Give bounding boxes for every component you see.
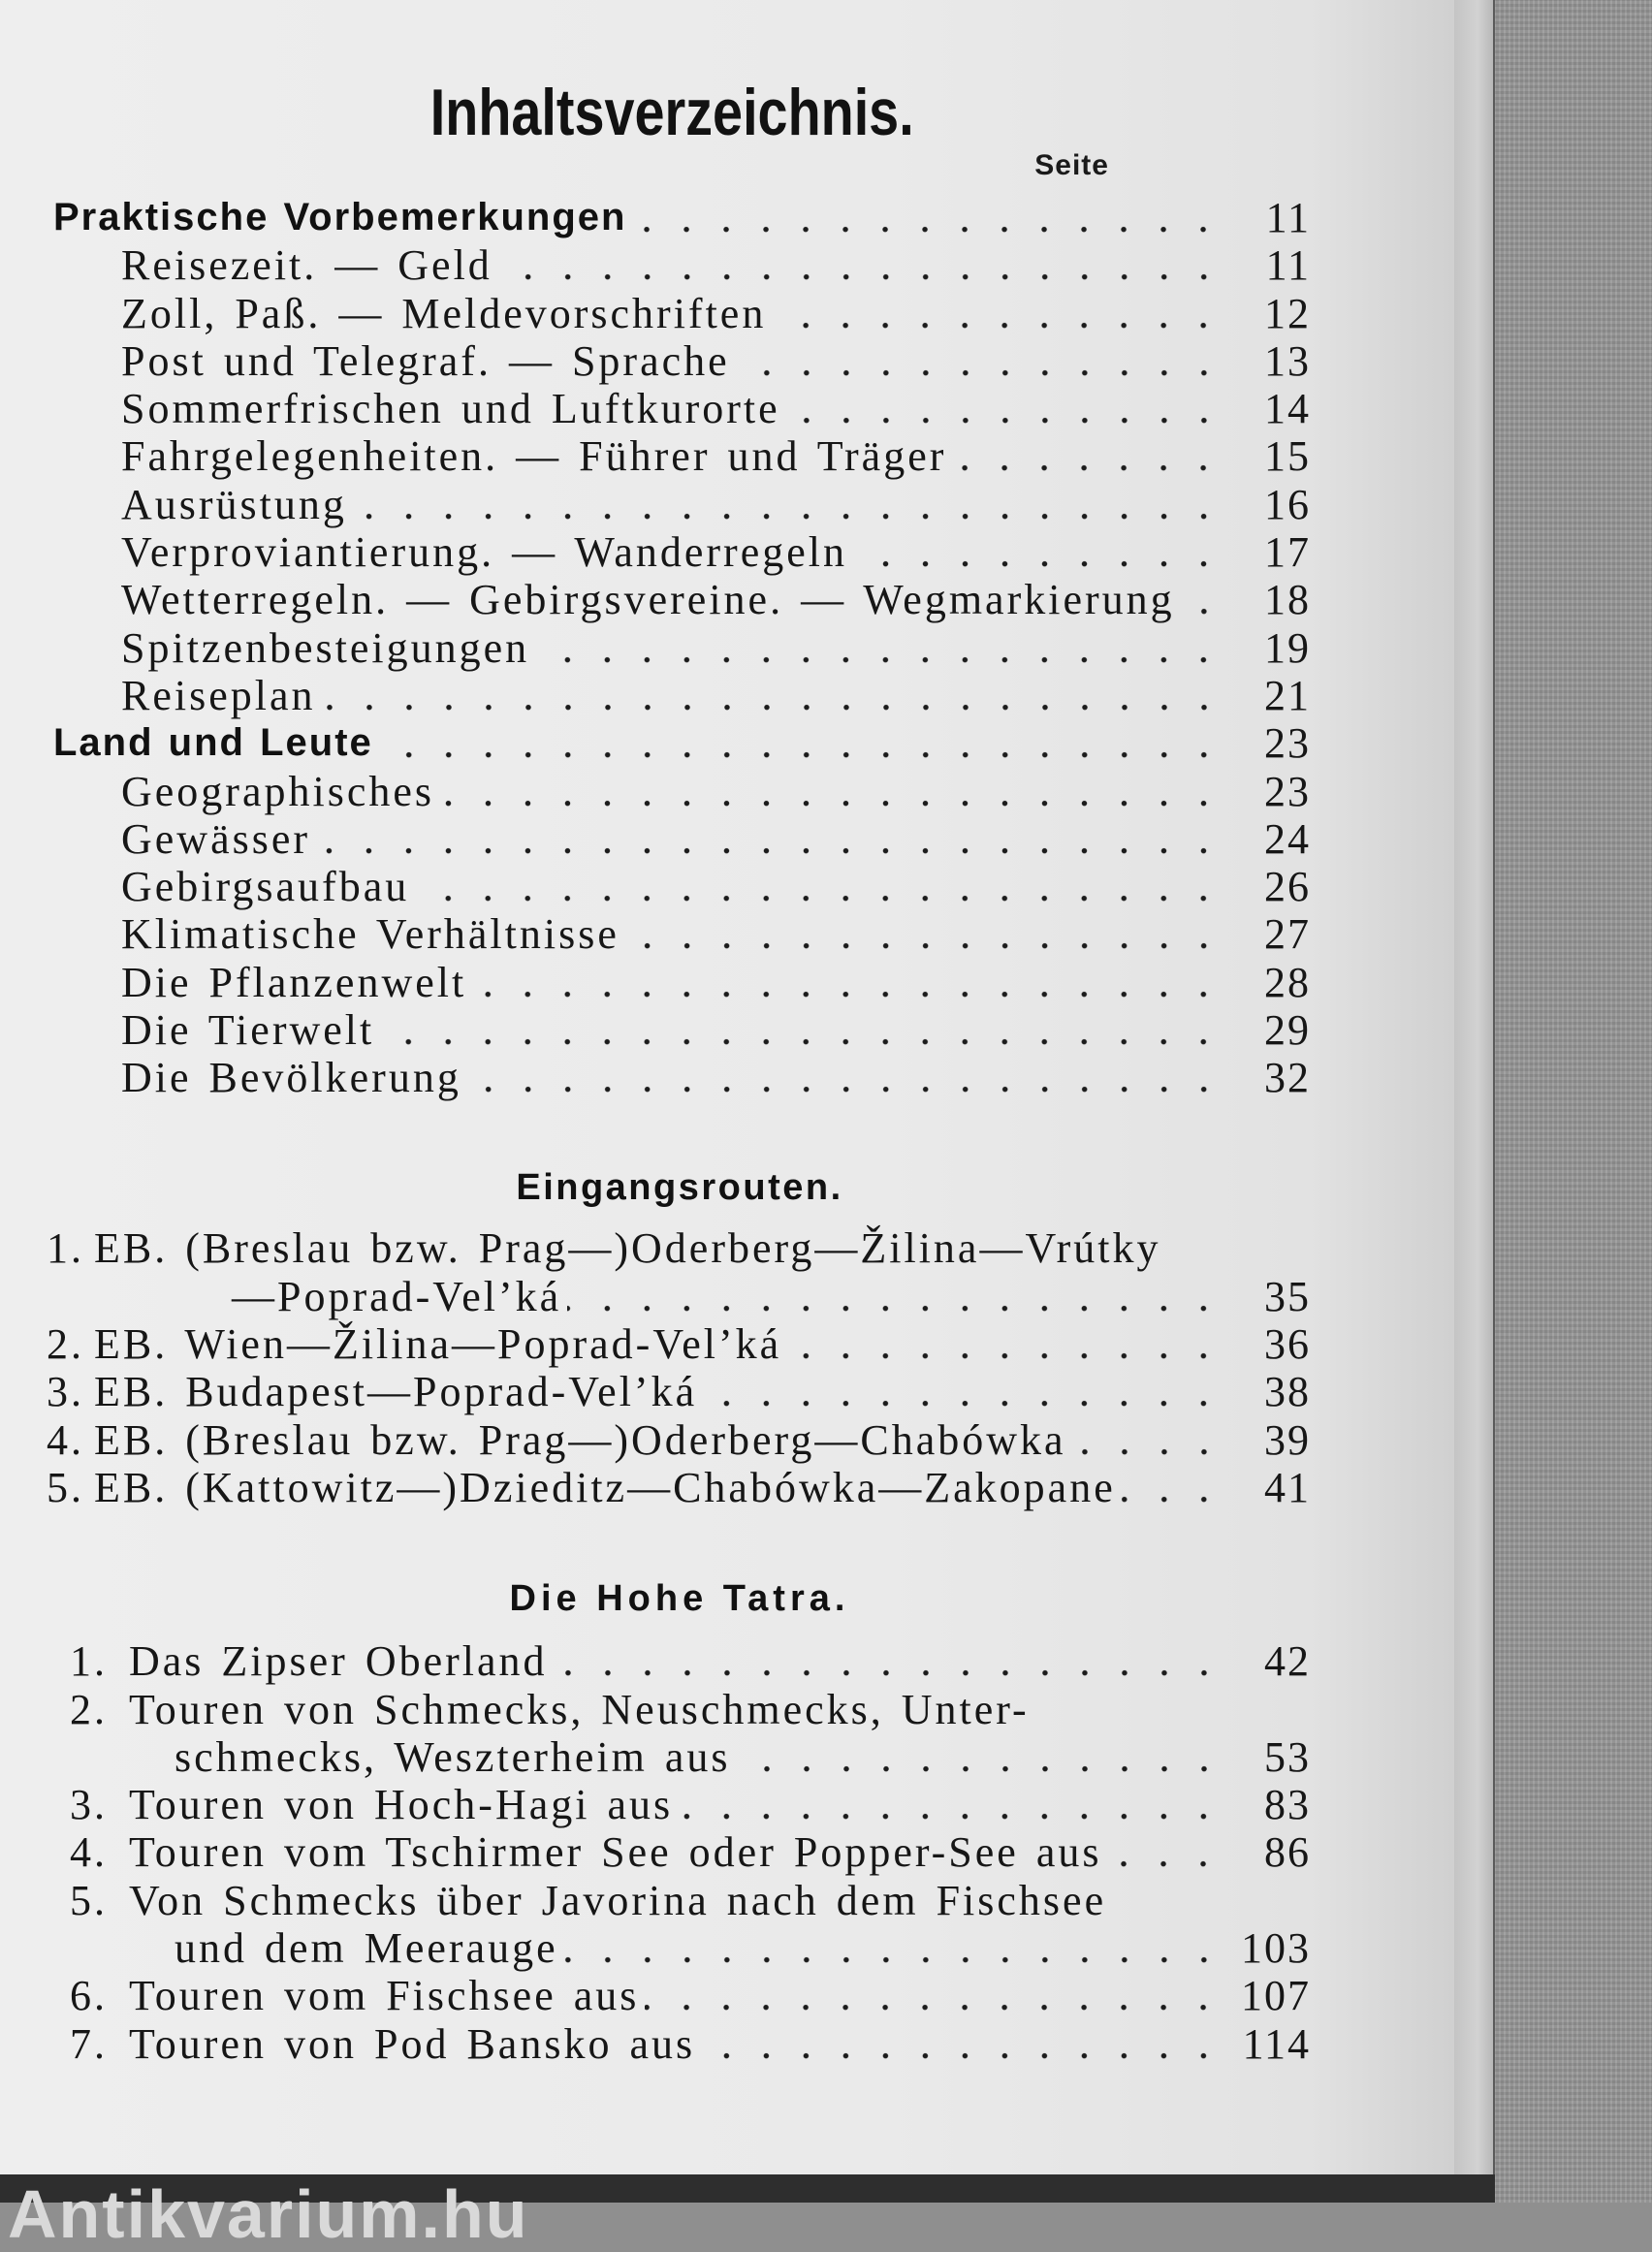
dot-leader	[632, 194, 1223, 241]
dot-leader	[567, 1273, 1223, 1320]
toc-entry	[0, 1054, 1311, 1101]
toc-entry	[0, 290, 1311, 337]
tatra-title: Touren von Schmecks, Neuschmecks, Unter-	[129, 1685, 1030, 1733]
tatra-title-continuation: und dem Meerauge	[175, 1924, 558, 1973]
route-entry	[0, 1224, 1311, 1272]
page-number: 42	[1264, 1637, 1311, 1686]
dot-leader	[952, 432, 1223, 480]
tatra-number: 2.	[70, 1685, 108, 1733]
route-number: 2.	[47, 1319, 84, 1368]
tatra-number: 4.	[70, 1828, 108, 1877]
page-number: 14	[1264, 385, 1311, 433]
toc-entry	[0, 768, 1311, 815]
toc-entry	[0, 385, 1311, 432]
dot-leader	[316, 815, 1223, 863]
tatra-number: 1.	[70, 1637, 108, 1686]
tatra-title-continuation: schmecks, Weszterheim aus	[175, 1732, 731, 1781]
tatra-number: 5.	[70, 1876, 108, 1924]
dot-leader	[625, 910, 1223, 958]
toc-entry	[0, 959, 1311, 1006]
page-column-label: Seite	[1034, 149, 1109, 181]
tatra-title: Touren von Hoch-Hagi aus	[129, 1781, 674, 1829]
dot-leader	[467, 1054, 1223, 1101]
route-title: EB. Wien—Žilina—Poprad-Vel’ká	[94, 1319, 782, 1368]
route-entry	[0, 1368, 1311, 1415]
section-title: Praktische Vorbemerkungen	[53, 196, 627, 238]
route-title: EB. (Kattowitz—)Dzieditz—Chabówka—Zakopane	[94, 1463, 1116, 1511]
tatra-entry-continuation	[0, 1733, 1311, 1781]
page-number: 11	[1265, 241, 1311, 290]
page-number: 27	[1264, 910, 1311, 959]
dot-leader	[786, 385, 1223, 432]
dot-leader	[322, 672, 1223, 719]
page-number: 32	[1264, 1054, 1311, 1102]
tatra-entry	[0, 1972, 1311, 2019]
route-number: 4.	[47, 1415, 84, 1464]
page-number: 107	[1241, 1972, 1311, 2020]
route-entry	[0, 1320, 1311, 1368]
route-entry	[0, 1464, 1311, 1511]
table-of-contents	[0, 194, 1311, 2068]
dot-leader	[1107, 1828, 1223, 1876]
tatra-title: Touren von Pod Bansko aus	[129, 2019, 696, 2068]
hohe-tatra-heading: Die Hohe Tatra.	[509, 1578, 850, 1620]
dot-leader	[498, 241, 1223, 289]
dot-leader	[564, 1924, 1223, 1972]
dot-leader	[737, 1733, 1224, 1781]
toc-entry-title: Fahrgelegenheiten. — Führer und Träger	[121, 432, 947, 481]
dot-leader	[1072, 1416, 1223, 1464]
toc-entry-title: Spitzenbesteigungen	[121, 623, 530, 672]
page-number: 23	[1264, 767, 1311, 815]
route-entry-continuation	[0, 1273, 1311, 1320]
dot-leader	[703, 1368, 1223, 1415]
dot-leader	[1122, 1464, 1223, 1511]
page-number: 17	[1264, 528, 1311, 577]
toc-entry	[0, 432, 1311, 480]
toc-entry-title: Wetterregeln. — Gebirgsvereine. — Wegmarkierung	[121, 576, 1175, 624]
toc-entry-title: Gebirgsaufbau	[121, 863, 410, 911]
page-number: 13	[1264, 336, 1311, 385]
background-fabric	[1494, 0, 1652, 2203]
page-number: 83	[1264, 1781, 1311, 1829]
toc-entry-title: Die Bevölkerung	[121, 1054, 461, 1102]
section-title: Land und Leute	[53, 721, 373, 765]
tatra-number: 6.	[70, 1972, 108, 2020]
route-number: 3.	[47, 1368, 84, 1416]
route-number: 1.	[47, 1224, 84, 1273]
toc-entry-title: Ausrüstung	[121, 480, 347, 528]
tatra-entry	[0, 1781, 1311, 1828]
watermark: Antikvarium.hu	[8, 2176, 529, 2252]
page-title-text: Inhaltsverzeichnis.	[429, 76, 914, 149]
page-number: 26	[1264, 863, 1311, 911]
tatra-number: 7.	[70, 2019, 108, 2068]
page-number: 12	[1264, 289, 1311, 337]
toc-entry	[0, 337, 1311, 385]
page-number: 16	[1264, 480, 1311, 528]
toc-entry-title: Reiseplan	[121, 671, 316, 719]
toc-entry	[0, 1006, 1311, 1054]
toc-entry	[0, 624, 1311, 672]
toc-entry-title: Gewässer	[121, 814, 311, 863]
page-number: 39	[1264, 1415, 1311, 1464]
route-title-continuation: —Poprad-Vel’ká	[232, 1272, 562, 1320]
dot-leader	[353, 481, 1223, 528]
dot-leader	[645, 1972, 1223, 2019]
tatra-entry	[0, 2020, 1311, 2068]
dot-leader	[379, 719, 1223, 767]
page-number: 38	[1264, 1368, 1311, 1416]
page-number: 41	[1264, 1463, 1311, 1511]
dot-leader	[701, 2020, 1223, 2068]
toc-entry	[0, 815, 1311, 863]
dot-leader	[440, 768, 1223, 815]
route-title: EB. Budapest—Poprad-Vel’ká	[94, 1368, 698, 1416]
toc-entry-title: Reisezeit. — Geld	[121, 241, 492, 290]
dot-leader	[1181, 576, 1223, 623]
page-number: 23	[1264, 719, 1311, 768]
dot-leader	[853, 528, 1223, 576]
eingangsrouten-heading: Eingangsrouten.	[516, 1167, 843, 1209]
dot-leader	[380, 1006, 1223, 1054]
toc-section-heading	[0, 194, 1311, 241]
route-entry	[0, 1416, 1311, 1464]
route-title: EB. (Breslau bzw. Prag—)Oderberg—Žilina—Vrútky	[94, 1224, 1161, 1273]
page-number: 103	[1241, 1924, 1311, 1973]
toc-entry-title: Sommerfrischen und Luftkurorte	[121, 385, 780, 433]
toc-entry-title: Verproviantierung. — Wanderregeln	[121, 528, 847, 577]
toc-entry	[0, 481, 1311, 528]
route-title: EB. (Breslau bzw. Prag—)Oderberg—Chabówka	[94, 1415, 1066, 1464]
dot-leader	[535, 624, 1223, 672]
toc-entry	[0, 528, 1311, 576]
toc-entry	[0, 863, 1311, 910]
toc-entry	[0, 241, 1311, 289]
dot-leader	[787, 1320, 1223, 1368]
dot-leader	[679, 1781, 1223, 1828]
page-number: 24	[1264, 814, 1311, 863]
tatra-entry	[0, 1877, 1311, 1924]
page-number: 11	[1265, 194, 1311, 241]
tatra-title: Touren vom Fischsee aus	[129, 1972, 640, 2020]
page-number: 18	[1264, 576, 1311, 624]
toc-entry-title: Klimatische Verhältnisse	[121, 910, 620, 959]
bottom-dark-band	[0, 2174, 1495, 2252]
toc-entry	[0, 576, 1311, 623]
tatra-entry-continuation	[0, 1924, 1311, 1972]
toc-entry	[0, 910, 1311, 958]
page-number: 19	[1264, 623, 1311, 672]
tatra-title: Touren vom Tschirmer See oder Popper-See aus	[129, 1828, 1102, 1877]
toc-entry-title: Die Pflanzenwelt	[121, 958, 467, 1006]
toc-section-heading	[0, 719, 1311, 767]
tatra-entry	[0, 1637, 1311, 1685]
page-title	[0, 74, 1344, 151]
toc-entry-title: Die Tierwelt	[121, 1006, 375, 1055]
page-number: 28	[1264, 958, 1311, 1006]
tatra-title: Von Schmecks über Javorina nach dem Fischsee	[129, 1876, 1107, 1924]
toc-entry-title: Geographisches	[121, 767, 435, 815]
dot-leader	[772, 290, 1223, 337]
page-edge-strip	[1454, 0, 1495, 2174]
page-number: 86	[1264, 1828, 1311, 1877]
toc-entry	[0, 672, 1311, 719]
dot-leader	[736, 337, 1223, 385]
tatra-entry	[0, 1828, 1311, 1876]
dot-leader	[415, 863, 1223, 910]
tatra-entry	[0, 1686, 1311, 1733]
tatra-number: 3.	[70, 1781, 108, 1829]
page-number: 114	[1242, 2019, 1311, 2068]
page-number: 15	[1264, 432, 1311, 481]
page-number: 35	[1264, 1272, 1311, 1320]
dot-leader	[554, 1637, 1223, 1685]
page-number: 53	[1264, 1732, 1311, 1781]
page-number: 36	[1264, 1319, 1311, 1368]
toc-entry-title: Post und Telegraf. — Sprache	[121, 336, 730, 385]
route-number: 5.	[47, 1463, 84, 1511]
tatra-title: Das Zipser Oberland	[129, 1637, 548, 1686]
toc-entry-title: Zoll, Paß. — Meldevorschriften	[121, 289, 767, 337]
dot-leader	[472, 959, 1223, 1006]
page-number: 29	[1264, 1006, 1311, 1055]
page-number: 21	[1264, 671, 1311, 719]
